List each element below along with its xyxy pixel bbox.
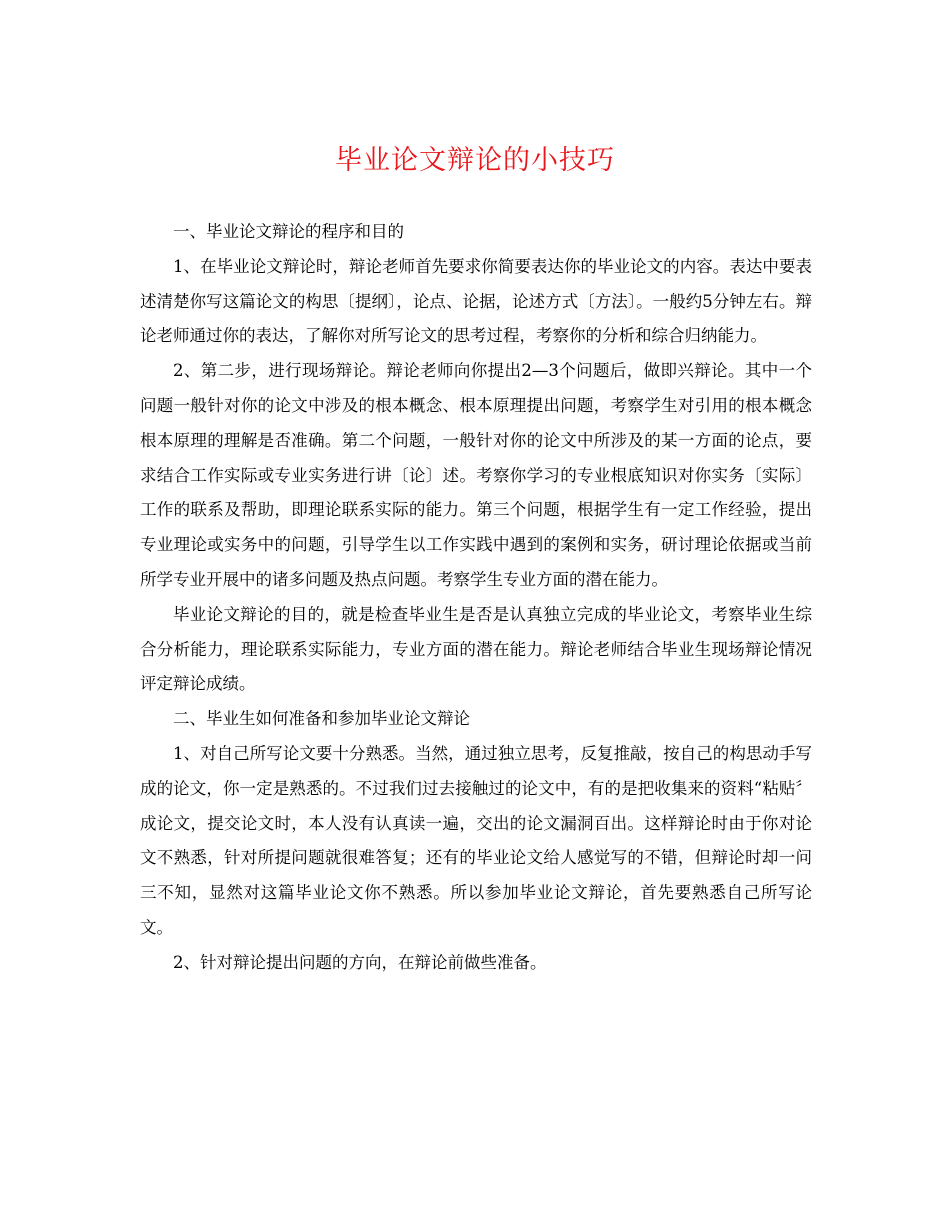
paragraph: 1、在毕业论文辩论时，辩论老师首先要求你简要表达你的毕业论文的内容。表达中要表述清楚你写这篇论文的构思〔提纲〕，论点、论据，论述方式〔方法〕。一般约5分钟左右。辩论老师通过你的表达，了解你对所写论文的思考过程，考察你的分析和综合归纳能力。	[140, 256, 812, 346]
paragraph: 2、第二步，进行现场辩论。辩论老师向你提出2—3个问题后，做即兴辩论。其中一个问题一般针对你的论文中涉及的根本概念、根本原理提出问题，考察学生对引用的根本概念根本原理的理解是否准确。第二个问题，一般针对你的论文中所涉及的某一方面的论点，要求结合工作实际或专业实务进行讲〔论〕述。考察你学习的专业根底知识对你实务〔实际〕工作的联系及帮助，即理论联系实际的能力。第三个问题，根据学生有一定工作经验，提出专业理论或实务中的问题，引导学生以工作实践中遇到的案例和实务，研讨理论依据或当前所学专业开展中的诸多问题及热点问题。考察学生专业方面的潜在能力。	[140, 361, 812, 589]
section-heading-2: 二、毕业生如何准备和参加毕业论文辩论	[173, 709, 470, 729]
paragraph: 1、对自己所写论文要十分熟悉。当然，通过独立思考，反复推敲，按自己的构思动手写成的论文，你一定是熟悉的。不过我们过去接触过的论文中，有的是把收集来的资料“粘贴〞成论文，提交论文时，本人没有认真读一遍，交出的论文漏洞百出。这样辩论时由于你对论文不熟悉，针对所提问题就很难答复；还有的毕业论文给人感觉写的不错，但辩论时却一问三不知，显然对这篇毕业论文你不熟悉。所以参加毕业论文辩论，首先要熟悉自己所写论文。	[140, 743, 812, 937]
document-title: 毕业论文辩论的小技巧	[335, 145, 615, 176]
document-body	[140, 215, 812, 981]
section-heading-1: 一、毕业论文辩论的程序和目的	[173, 222, 404, 241]
paragraph: 2、针对辩论提出问题的方向，在辩论前做些准备。	[173, 952, 547, 972]
paragraph: 毕业论文辩论的目的，就是检查毕业生是否是认真独立完成的毕业论文，考察毕业生综合分析能力，理论联系实际能力，专业方面的潜在能力。辩论老师结合毕业生现场辩论情况评定辩论成绩。	[140, 604, 812, 694]
